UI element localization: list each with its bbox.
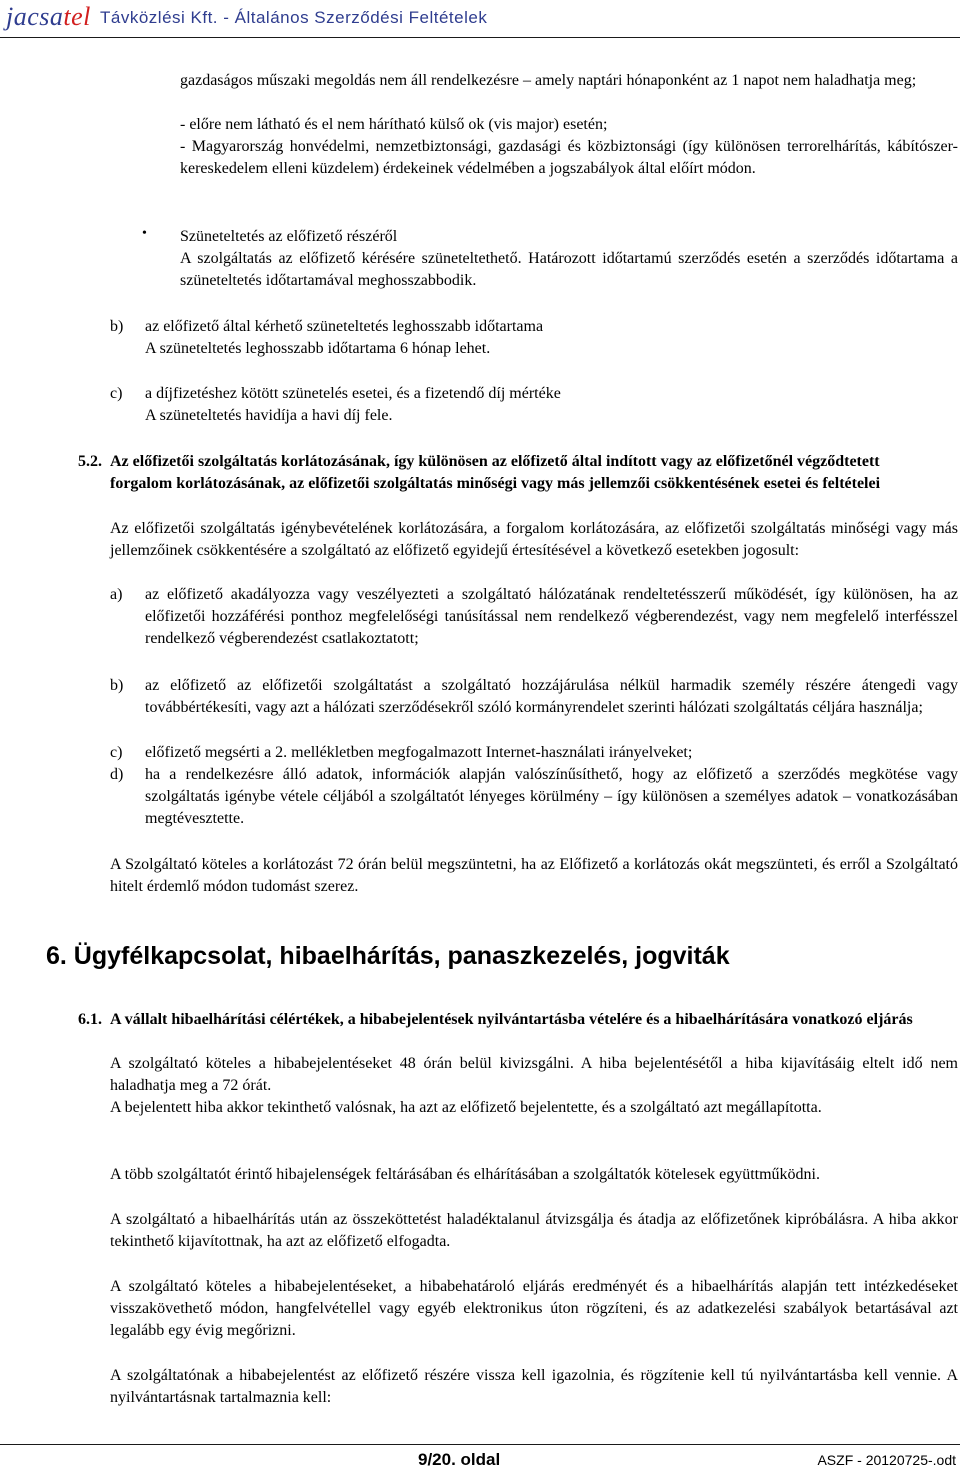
section-5-2-number: 5.2. xyxy=(78,453,102,470)
section-5-2-closing: A Szolgáltató köteles a korlátozást 72 órán belül megszüntetni, ha az Előfizető a korlátozás okát megszünteti, és erről a Szolgáltató hitelt érdemlő módon tudomást szerez. xyxy=(110,856,958,895)
section-5-2-heading: Az előfizetői szolgáltatás korlátozásának, így különösen az előfizető által indított vagy az előfizetőnél végződtetett forgalom korlátozásának, az előfizetői szolgáltatás minőségi vagy más jellemzői csökkentésének esetei és feltételei xyxy=(110,453,881,492)
list-item-c-text: előfizető megsérti a 2. mellékletben megfogalmazott Internet-használati irányelveket; xyxy=(145,744,693,761)
bullet-text: A szolgáltatás az előfizető kérésére szüneteltethető. Határozott időtartamú szerződés esetén a szerződés időtartama a szüneteltetés időtartamával meghosszabbodik. xyxy=(180,250,958,289)
intro-line-3: - Magyarország honvédelmi, nemzetbiztonsági, gazdasági és közbiztonsági (így különösen terrorelhárítás, kábítószer-kereskedelem elleni küzdelem) érdekeinek védelmében a jogszabályok által előírt módon. xyxy=(180,138,958,177)
bullet-marker: • xyxy=(142,226,147,241)
section-6-1-paragraph-5: A szolgáltató köteles a hibabejelentéseket, a hibabehatároló eljárás eredményét és a hibaelhárítás alapján tett intézkedéseket visszakövethető módon, hangfelvétellel vagy egyéb elektronikus úton rögzíteni, és az adatkezelési szabályok betartásával azt legalább egy évig megőrizni. xyxy=(110,1278,958,1339)
chapter-6-heading: 6. Ügyfélkapcsolat, hibaelhárítás, panaszkezelés, jogviták xyxy=(46,942,730,970)
list-item-c-label: c) xyxy=(110,744,123,761)
footer-divider xyxy=(0,1444,960,1445)
section-6-1-paragraph-6: A szolgáltatónak a hibabejelentést az előfizető részére vissza kell igazolnia, és rögzítenie kell tú nyilvántartásba kell vennie. A nyilvántartásnak tartalmaznia kell: xyxy=(110,1367,958,1406)
item-b-title: az előfizető által kérhető szüneteltetés leghosszabb időtartama xyxy=(145,318,544,335)
section-6-1-paragraph-2: A bejelentett hiba akkor tekinthető valósnak, ha azt az előfizető bejelentette, és a szolgáltató azt megállapította. xyxy=(110,1099,822,1116)
section-6-1-paragraph-1: A szolgáltató köteles a hibabejelentéseket 48 órán belül kivizsgálni. A hiba bejelentésétől a hiba kijavításáig eltelt idő nem haladhatja meg a 72 órát. xyxy=(110,1055,958,1094)
page-number: 9/20. oldal xyxy=(418,1450,501,1469)
bullet-title: Szüneteltetés az előfizető részéről xyxy=(180,228,398,245)
list-item-b-label: b) xyxy=(110,677,124,694)
document-id: ASZF - 20120725-.odt xyxy=(817,1452,956,1468)
list-item-a-text: az előfizető akadályozza vagy veszélyezteti a szolgáltató hálózatának rendeltetésszerű működését, így különösen, ha az előfizetői hozzáférési ponthoz megfelelőségi tanúsítással nem rendelkező végberendezést, vagy nem megfelelő interfésszel rendelkező végberendezést csatlakoztatott; xyxy=(145,586,958,647)
section-6-1-number: 6.1. xyxy=(78,1011,102,1028)
item-c-label: c) xyxy=(110,385,123,402)
section-5-2-intro: Az előfizetői szolgáltatás igénybevételének korlátozására, a forgalom korlátozására, az előfizetői szolgáltatás minőségi vagy más jellemzőinek csökkentésére a szolgáltató az előfizető egyidejű értesítésével a következő esetekben jogosult: xyxy=(110,520,958,559)
intro-line-1: gazdaságos műszaki megoldás nem áll rendelkezésre – amely naptári hónaponként az 1 napot nem haladhatja meg; xyxy=(180,72,917,89)
list-item-d-text: ha a rendelkezésre álló adatok, információk alapján valószínűsíthető, hogy az előfizető a szerződés megkötése vagy szolgáltatás igénybe vétele céljából a szolgáltatót lényeges körülmény – így különösen a személyes adatok – vonatkozásában megtévesztette. xyxy=(145,766,958,827)
section-6-1-heading: A vállalt hibaelhárítási célértékek, a hibabejelentések nyilvántartásba vételére és a hibaelhárítására vonatkozó eljárás xyxy=(110,1011,913,1028)
item-c-title: a díjfizetéshez kötött szünetelés esetei, és a fizetendő díj mértéke xyxy=(145,385,561,402)
section-6-1-paragraph-3: A több szolgáltatót érintő hibajelenségek feltárásában és elhárításában a szolgáltatók kötelesek együttműködni. xyxy=(110,1166,820,1183)
section-6-1-paragraph-4: A szolgáltató a hibaelhárítás után az összeköttetést haladéktalanul átvizsgálja és átadja az előfizetőnek kipróbálásra. A hiba akkor tekinthető kijavítottnak, ha azt az előfizető elfogadta. xyxy=(110,1211,958,1250)
header-divider xyxy=(0,37,960,38)
item-c-text: A szüneteltetés havidíja a havi díj fele. xyxy=(145,407,393,424)
item-b-label: b) xyxy=(110,318,124,335)
logo-part-tel: tel xyxy=(63,2,91,31)
logo-part-jacsa: jacsa xyxy=(6,2,64,31)
list-item-b-text: az előfizető az előfizetői szolgáltatást a szolgáltató hozzájárulása nélkül harmadik személy részére átengedi vagy továbbértékesíti, vagy azt a hálózati szerződésekről szóló kormányrendelet szerinti hálózati szolgáltatás céljára használja; xyxy=(145,677,958,716)
document-title: Távközlési Kft. - Általános Szerződési Feltételek xyxy=(100,8,488,27)
list-item-a-label: a) xyxy=(110,586,123,603)
page-header xyxy=(0,0,960,36)
list-item-d-label: d) xyxy=(110,766,124,783)
intro-line-2: - előre nem látható és el nem hárítható külső ok (vis major) esetén; xyxy=(180,116,608,133)
item-b-text: A szüneteltetés leghosszabb időtartama 6 hónap lehet. xyxy=(145,340,491,357)
jacsatel-logo xyxy=(6,2,91,32)
